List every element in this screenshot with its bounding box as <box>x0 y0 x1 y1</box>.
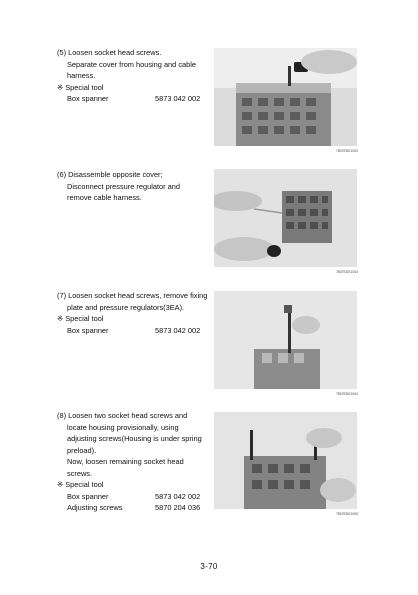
tool-number: 5870 204 036 <box>155 503 201 512</box>
tool-name: Box spanner <box>67 94 109 103</box>
step-5-line-2: Separate cover from housing and cable <box>67 59 197 69</box>
step-7-tool-row <box>57 325 207 337</box>
tool-name: Adjusting screws <box>67 503 123 512</box>
tool-number: 5873 042 002 <box>155 94 201 103</box>
photo-code-step-5: 7807EDE1002 <box>336 149 359 153</box>
step-5-text <box>57 47 207 105</box>
tool-name: Box spanner <box>67 325 109 335</box>
step-7-line-2: plate and pressure regulators(3EA). <box>67 302 185 312</box>
photo-code-step-8: 7807EDE1005 <box>336 512 359 516</box>
photo-step-8 <box>214 412 357 509</box>
step-7-text <box>57 290 207 336</box>
step-7-title: (7) Loosen socket head screws, remove fixing <box>57 291 208 300</box>
photo-step-6 <box>214 169 357 267</box>
step-8-title: (8) Loosen two socket head screws and <box>57 411 188 420</box>
photo-step-7 <box>214 291 357 389</box>
step-8-text <box>57 410 207 514</box>
step-8-tool-row-2 <box>57 502 207 514</box>
photo-step-5 <box>214 48 357 146</box>
step-8-line-5: Now, loosen remaining socket head <box>67 457 184 466</box>
step-6-title: (6) Disassemble opposite cover; <box>57 170 163 179</box>
step-5-title: (5) Loosen socket head screws. <box>57 48 162 57</box>
step-5-line-3: harness. <box>67 71 96 80</box>
step-8-line-6: screws. <box>67 468 93 478</box>
step-8-tool-note: ※ Special tool <box>57 480 104 489</box>
step-8-line-3: adjusting screws(Housing is under spring <box>67 434 202 443</box>
tool-name: Box spanner <box>67 491 109 501</box>
step-6-text <box>57 169 207 204</box>
tool-number: 5873 042 002 <box>155 325 201 335</box>
photo-code-step-6: 7807EDE1003 <box>336 270 359 274</box>
step-8-tool-row-1 <box>57 491 207 503</box>
step-8-line-4: preload). <box>67 445 97 455</box>
step-6-line-2: Disconnect pressure regulator and <box>67 181 180 191</box>
page-number: 3-70 <box>200 562 218 571</box>
step-6-line-3: remove cable harness. <box>67 193 142 202</box>
step-5-tool-note: ※ Special tool <box>57 82 104 92</box>
step-7-tool-note: ※ Special tool <box>57 314 104 323</box>
step-5-tool-row <box>57 93 207 105</box>
tool-number: 5873 042 002 <box>155 491 201 501</box>
photo-code-step-7: 7807EDE1004 <box>336 392 359 396</box>
step-8-line-2: locate housing provisionally, using <box>67 422 179 432</box>
